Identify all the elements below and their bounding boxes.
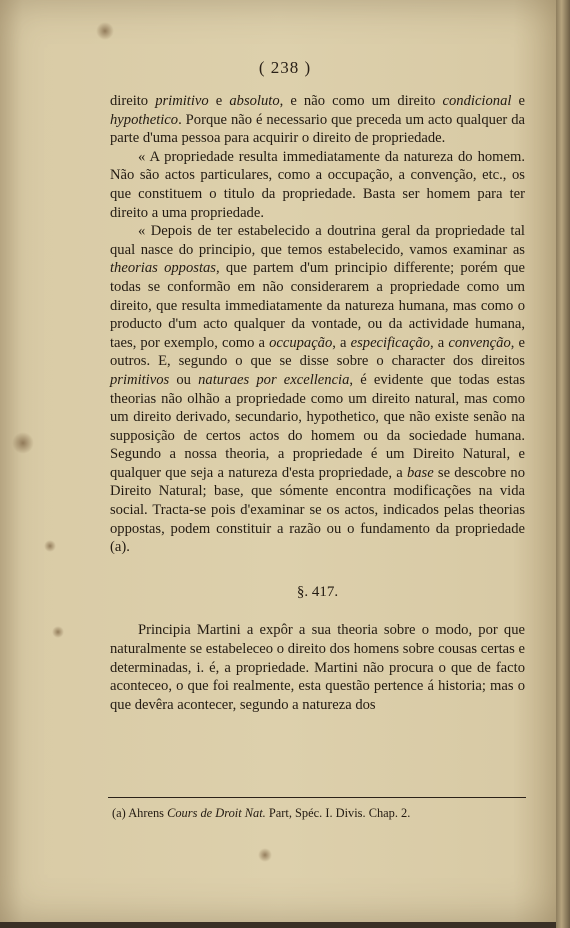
foxing-spot <box>12 432 34 454</box>
text-run: , e não como um direito <box>279 93 443 109</box>
page-number: ( 238 ) <box>258 58 312 77</box>
page-edge <box>556 0 570 928</box>
paragraph <box>110 222 525 557</box>
italic-term: primitivos <box>110 371 170 388</box>
italic-term: absoluto <box>229 93 280 109</box>
footnote-work: Cours de Droit Nat. <box>167 806 266 820</box>
footnote-author: Ahrens <box>128 806 164 820</box>
footnote-rule <box>108 797 526 798</box>
foxing-spot <box>52 626 64 638</box>
text-run: ou <box>169 371 199 388</box>
paragraph-closing: Principia Martini a expôr a sua theoria sobre o modo, por que naturalmente se estabeleceo o direito dos homens sobre cousas certas e determinadas, i. é, a propriedade. Martini não procura o que de facto aconteceo, o que foi realmente, esta questão pertence á historia; mas o que devêra acontecer, segundo a natureza dos <box>110 622 525 713</box>
footnote-rest: Part, Spéc. I. Divis. Chap. 2. <box>268 806 411 820</box>
text-run: , e outros. E, segundo o que se disse sobre o character dos direitos <box>110 334 525 370</box>
italic-term: condicional <box>442 93 512 109</box>
paragraph <box>110 148 525 222</box>
italic-term: theorias oppostas <box>110 260 216 277</box>
text-run: , a <box>332 334 351 351</box>
paragraph <box>110 92 525 148</box>
footnote-marker: (a) <box>112 806 126 820</box>
text-run: e <box>208 93 230 109</box>
text-run: se descobre no Direito Natural; base, que sómente encontra modificações na vida social. Tracta-se pois d'examinar se os actos, indicados pelas theorias oppostas, podem constituir a razão ou o fundamento da propriedade (a). <box>110 464 525 556</box>
foxing-spot <box>258 848 272 862</box>
italic-term: base <box>406 464 434 481</box>
italic-term: primitivo <box>155 93 209 109</box>
section-number: §. 417. <box>296 583 339 600</box>
text-run: « Depois de ter estabelecido a doutrina geral da propriedade tal qual nasce do principio, que temos estabelecido, vamos examinar as <box>110 223 525 258</box>
text-run: « A propriedade resulta immediatamente da natureza do homem. Não são actos particulares, como a occupação, a convenção, etc., os que constituem o titulo da propriedade. Basta ser homem para ter direito a uma propriedade. <box>110 148 525 221</box>
foxing-spot <box>96 22 114 40</box>
italic-term: hypothetico <box>110 111 179 128</box>
text-run: e <box>511 93 525 109</box>
footnote <box>112 806 522 821</box>
italic-term: occupação <box>269 334 333 351</box>
text-run: . Porque não é necessario que preceda um acto qualquer da parte d'uma pessoa para acquirir o direito de propriedade. <box>110 111 525 147</box>
italic-term: especificação <box>350 334 431 351</box>
body-text <box>110 92 525 714</box>
text-run: , é evidente que todas estas theorias não olhão a propriedade como um direito natural, mas como um direito derivado, secundario, hypothetico, que não existe senão na supposição de certos actos do homem ou da sociedade humana. Segundo a nossa theoria, a propriedade é um Direito Natural, e qualquer que seja a natureza d'esta propriedade, a <box>110 371 526 481</box>
text-run: , que partem d'um principio differente; porém que todas se conformão em não considerarem a propriedade como um direito, que resulta immediatamente da natureza humana, mas como o producto d'um acto qualquer da vontade, ou da actividade humana, taes, por exemplo, como a <box>110 260 525 351</box>
text-run: direito <box>110 93 156 109</box>
italic-term: convenção <box>448 334 511 351</box>
italic-term: naturaes por excellencia <box>198 371 350 388</box>
foxing-spot <box>44 540 56 552</box>
text-run: , a <box>430 334 449 351</box>
